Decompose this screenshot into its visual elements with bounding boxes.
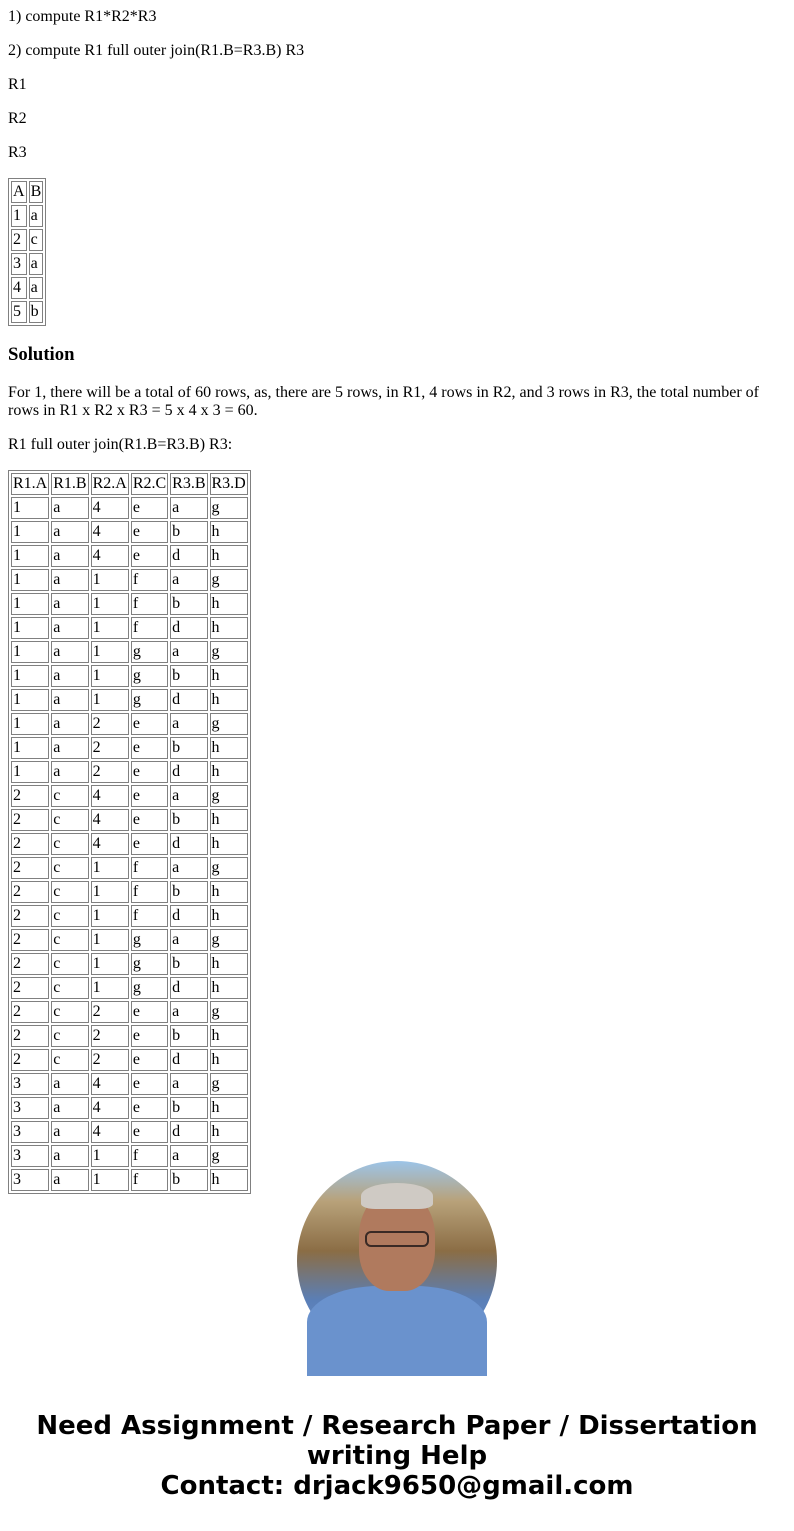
table-cell: 1	[11, 569, 49, 591]
table-cell: b	[170, 1097, 207, 1119]
table-cell: 1	[91, 977, 129, 999]
table-cell: b	[170, 881, 207, 903]
table-cell: 3	[11, 1121, 49, 1143]
table-cell: a	[51, 521, 88, 543]
solution-heading: Solution	[8, 344, 75, 365]
table-cell: h	[210, 761, 248, 783]
table-cell: a	[51, 689, 88, 711]
column-header: B	[29, 181, 44, 203]
table-cell: a	[51, 665, 88, 687]
table-cell: 3	[11, 253, 27, 275]
table-cell: h	[210, 737, 248, 759]
table-cell: d	[170, 689, 207, 711]
table-row	[11, 785, 248, 807]
table-cell: 2	[11, 229, 27, 251]
label-r3: R3	[8, 144, 27, 161]
table-cell: a	[170, 1001, 207, 1023]
column-header: R2.A	[91, 473, 129, 495]
table-cell: b	[170, 1025, 207, 1047]
table-cell: f	[131, 593, 168, 615]
table-cell: a	[51, 713, 88, 735]
table-cell: g	[131, 689, 168, 711]
table-row	[11, 1097, 248, 1119]
table-row	[11, 857, 248, 879]
table-cell: a	[51, 1145, 88, 1167]
table-cell: a	[51, 545, 88, 567]
table-cell: c	[51, 857, 88, 879]
table-cell: g	[131, 641, 168, 663]
table-cell: e	[131, 1001, 168, 1023]
table-cell: 1	[11, 521, 49, 543]
table-cell: e	[131, 1121, 168, 1143]
table-cell: d	[170, 617, 207, 639]
table-cell: 2	[11, 857, 49, 879]
table-cell: 1	[11, 761, 49, 783]
table-cell: b	[170, 593, 207, 615]
table-row	[11, 569, 248, 591]
footer-line-3: Contact: drjack9650@gmail.com	[160, 1471, 634, 1501]
table-row	[11, 1025, 248, 1047]
table-row	[11, 881, 248, 903]
column-header: R1.B	[51, 473, 88, 495]
table-cell: g	[210, 929, 248, 951]
table-cell: a	[51, 1073, 88, 1095]
table-cell: a	[170, 857, 207, 879]
table-cell: h	[210, 809, 248, 831]
table-cell: c	[51, 809, 88, 831]
table-cell: e	[131, 737, 168, 759]
table-cell: e	[131, 1025, 168, 1047]
table-cell: f	[131, 569, 168, 591]
table-cell: d	[170, 1121, 207, 1143]
table-cell: e	[131, 521, 168, 543]
table-header-row	[11, 473, 248, 495]
solution-paragraph-2: R1 full outer join(R1.B=R3.B) R3:	[8, 436, 233, 453]
table-cell: c	[51, 1025, 88, 1047]
table-cell: 2	[11, 785, 49, 807]
table-cell: 1	[91, 1169, 129, 1191]
question-line-2: 2) compute R1 full outer join(R1.B=R3.B) R3	[8, 42, 305, 59]
table-cell: f	[131, 881, 168, 903]
table-cell: g	[210, 785, 248, 807]
table-cell: h	[210, 977, 248, 999]
table-cell: 2	[11, 881, 49, 903]
table-row	[11, 277, 43, 299]
table-cell: f	[131, 617, 168, 639]
table-cell: g	[131, 929, 168, 951]
table-row	[11, 929, 248, 951]
table-row	[11, 761, 248, 783]
column-header: R1.A	[11, 473, 49, 495]
author-photo	[297, 1161, 497, 1361]
table-cell: f	[131, 1169, 168, 1191]
table-cell: f	[131, 1145, 168, 1167]
table-cell: a	[170, 713, 207, 735]
table-cell: a	[51, 1097, 88, 1119]
table-cell: f	[131, 905, 168, 927]
table-cell: 3	[11, 1097, 49, 1119]
table-cell: b	[170, 521, 207, 543]
table-cell: 2	[91, 761, 129, 783]
table-cell: 1	[11, 497, 49, 519]
table-cell: g	[210, 569, 248, 591]
table-cell: a	[51, 569, 88, 591]
table-cell: 4	[91, 497, 129, 519]
table-cell: 1	[91, 665, 129, 687]
table-cell: 1	[91, 641, 129, 663]
footer-banner	[0, 1411, 794, 1501]
table-cell: c	[51, 953, 88, 975]
table-cell: b	[29, 301, 44, 323]
table-cell: a	[51, 641, 88, 663]
table-cell: b	[170, 665, 207, 687]
column-header: R2.C	[131, 473, 168, 495]
table-cell: a	[51, 761, 88, 783]
table-cell: 4	[91, 833, 129, 855]
table-cell: 4	[91, 521, 129, 543]
table-cell: h	[210, 689, 248, 711]
table-cell: 1	[11, 689, 49, 711]
table-cell: e	[131, 1049, 168, 1071]
table-cell: h	[210, 953, 248, 975]
table-cell: 2	[11, 833, 49, 855]
table-cell: c	[51, 1049, 88, 1071]
table-cell: 4	[91, 809, 129, 831]
table-cell: h	[210, 881, 248, 903]
table-cell: a	[170, 1073, 207, 1095]
table-cell: 1	[11, 737, 49, 759]
table-row	[11, 1073, 248, 1095]
table-cell: 1	[11, 205, 27, 227]
table-cell: g	[131, 977, 168, 999]
table-cell: c	[29, 229, 44, 251]
table-cell: 1	[11, 593, 49, 615]
table-cell: a	[51, 593, 88, 615]
column-header: R3.D	[210, 473, 248, 495]
table-cell: h	[210, 1049, 248, 1071]
table-cell: g	[210, 857, 248, 879]
table-cell: a	[170, 497, 207, 519]
table-cell: d	[170, 1049, 207, 1071]
table-cell: b	[170, 953, 207, 975]
table-row	[11, 1121, 248, 1143]
table-cell: 2	[11, 953, 49, 975]
table-cell: c	[51, 905, 88, 927]
table-cell: a	[51, 1121, 88, 1143]
table-cell: e	[131, 713, 168, 735]
table-cell: 2	[91, 1025, 129, 1047]
table-cell: h	[210, 1121, 248, 1143]
table-cell: g	[210, 641, 248, 663]
table-cell: b	[170, 1169, 207, 1191]
table-cell: c	[51, 977, 88, 999]
table-cell: 1	[91, 953, 129, 975]
table-cell: a	[170, 1145, 207, 1167]
table-cell: 1	[91, 689, 129, 711]
table-row	[11, 1169, 248, 1191]
footer-line-1: Need Assignment / Research Paper / Dissertation	[36, 1411, 758, 1441]
table-cell: h	[210, 833, 248, 855]
table-cell: 1	[11, 641, 49, 663]
table-cell: h	[210, 545, 248, 567]
table-cell: h	[210, 1169, 248, 1191]
table-cell: a	[170, 929, 207, 951]
table-cell: 4	[91, 1073, 129, 1095]
table-cell: d	[170, 761, 207, 783]
table-cell: c	[51, 881, 88, 903]
table-cell: g	[131, 953, 168, 975]
table-cell: g	[210, 713, 248, 735]
table-cell: 4	[91, 1097, 129, 1119]
table-cell: 1	[91, 593, 129, 615]
table-cell: d	[170, 833, 207, 855]
table-row	[11, 1145, 248, 1167]
document	[0, 8, 794, 1188]
table-row	[11, 205, 43, 227]
table-cell: c	[51, 785, 88, 807]
table-cell: 1	[11, 713, 49, 735]
table-row	[11, 953, 248, 975]
solution-paragraph-1: For 1, there will be a total of 60 rows, as, there are 5 rows, in R1, 4 rows in R2, and 3 rows in R3, the total number of rows in R1 x R2 x R3 = 5 x 4 x 3 = 60.	[8, 384, 759, 419]
table-cell: 2	[91, 1049, 129, 1071]
table-cell: h	[210, 617, 248, 639]
table-row	[11, 641, 248, 663]
table-cell: g	[210, 1073, 248, 1095]
table-cell: h	[210, 1097, 248, 1119]
table-cell: g	[210, 1001, 248, 1023]
table-row	[11, 617, 248, 639]
table-row	[11, 809, 248, 831]
table-cell: 1	[91, 1145, 129, 1167]
table-row	[11, 905, 248, 927]
table-cell: 2	[11, 1049, 49, 1071]
table-cell: g	[210, 1145, 248, 1167]
table-row	[11, 665, 248, 687]
table-row	[11, 1049, 248, 1071]
table-cell: e	[131, 1097, 168, 1119]
table-cell: e	[131, 497, 168, 519]
table-cell: 1	[91, 905, 129, 927]
table-cell: 3	[11, 1073, 49, 1095]
table-cell: e	[131, 545, 168, 567]
table-row	[11, 545, 248, 567]
table-cell: e	[131, 785, 168, 807]
table-cell: a	[51, 1169, 88, 1191]
table-cell: 1	[11, 665, 49, 687]
table-cell: 1	[11, 545, 49, 567]
table-row	[11, 253, 43, 275]
table-cell: 3	[11, 1169, 49, 1191]
table-cell: a	[51, 497, 88, 519]
table-row	[11, 977, 248, 999]
table-cell: f	[131, 857, 168, 879]
column-header: R3.B	[170, 473, 207, 495]
table-header-row	[11, 181, 43, 203]
table-cell: b	[170, 809, 207, 831]
table-cell: h	[210, 905, 248, 927]
table-cell: d	[170, 977, 207, 999]
table-cell: 1	[11, 617, 49, 639]
table-cell: d	[170, 905, 207, 927]
table-cell: c	[51, 1001, 88, 1023]
table-cell: c	[51, 929, 88, 951]
table-cell: e	[131, 761, 168, 783]
table-cell: 4	[91, 1121, 129, 1143]
table-cell: h	[210, 665, 248, 687]
table-cell: e	[131, 833, 168, 855]
table-row	[11, 689, 248, 711]
table-cell: e	[131, 1073, 168, 1095]
table-row	[11, 713, 248, 735]
result-table-clip	[8, 470, 786, 1188]
label-r2: R2	[8, 110, 27, 127]
table-row	[11, 521, 248, 543]
table-cell: a	[170, 569, 207, 591]
table-cell: g	[210, 497, 248, 519]
table-cell: a	[29, 277, 44, 299]
table-cell: 4	[91, 785, 129, 807]
table-row	[11, 229, 43, 251]
table-cell: g	[131, 665, 168, 687]
table-cell: d	[170, 545, 207, 567]
table-cell: 2	[11, 929, 49, 951]
table-cell: 1	[91, 929, 129, 951]
table-row	[11, 737, 248, 759]
relation-table	[8, 178, 46, 326]
table-cell: 1	[91, 857, 129, 879]
table-cell: a	[51, 737, 88, 759]
table-cell: 2	[11, 1001, 49, 1023]
table-cell: 4	[11, 277, 27, 299]
table-cell: a	[170, 785, 207, 807]
table-row	[11, 833, 248, 855]
table-cell: e	[131, 809, 168, 831]
table-cell: 4	[91, 545, 129, 567]
footer-line-2: writing Help	[306, 1441, 488, 1471]
table-cell: 1	[91, 881, 129, 903]
table-cell: b	[170, 737, 207, 759]
table-cell: 2	[11, 1025, 49, 1047]
table-cell: h	[210, 593, 248, 615]
table-cell: 1	[91, 569, 129, 591]
table-cell: 3	[11, 1145, 49, 1167]
result-table	[8, 470, 251, 1194]
table-cell: 1	[91, 617, 129, 639]
table-cell: 2	[11, 977, 49, 999]
table-cell: a	[51, 617, 88, 639]
table-cell: 5	[11, 301, 27, 323]
table-cell: h	[210, 1025, 248, 1047]
table-cell: h	[210, 521, 248, 543]
column-header: A	[11, 181, 27, 203]
table-cell: 2	[91, 713, 129, 735]
table-row	[11, 593, 248, 615]
table-row	[11, 301, 43, 323]
table-cell: 2	[11, 905, 49, 927]
table-cell: a	[29, 205, 44, 227]
table-row	[11, 1001, 248, 1023]
question-line-1: 1) compute R1*R2*R3	[8, 8, 157, 25]
table-cell: a	[170, 641, 207, 663]
table-cell: c	[51, 833, 88, 855]
table-cell: 2	[11, 809, 49, 831]
table-cell: a	[29, 253, 44, 275]
label-r1: R1	[8, 76, 27, 93]
table-cell: 2	[91, 737, 129, 759]
table-cell: 2	[91, 1001, 129, 1023]
table-row	[11, 497, 248, 519]
